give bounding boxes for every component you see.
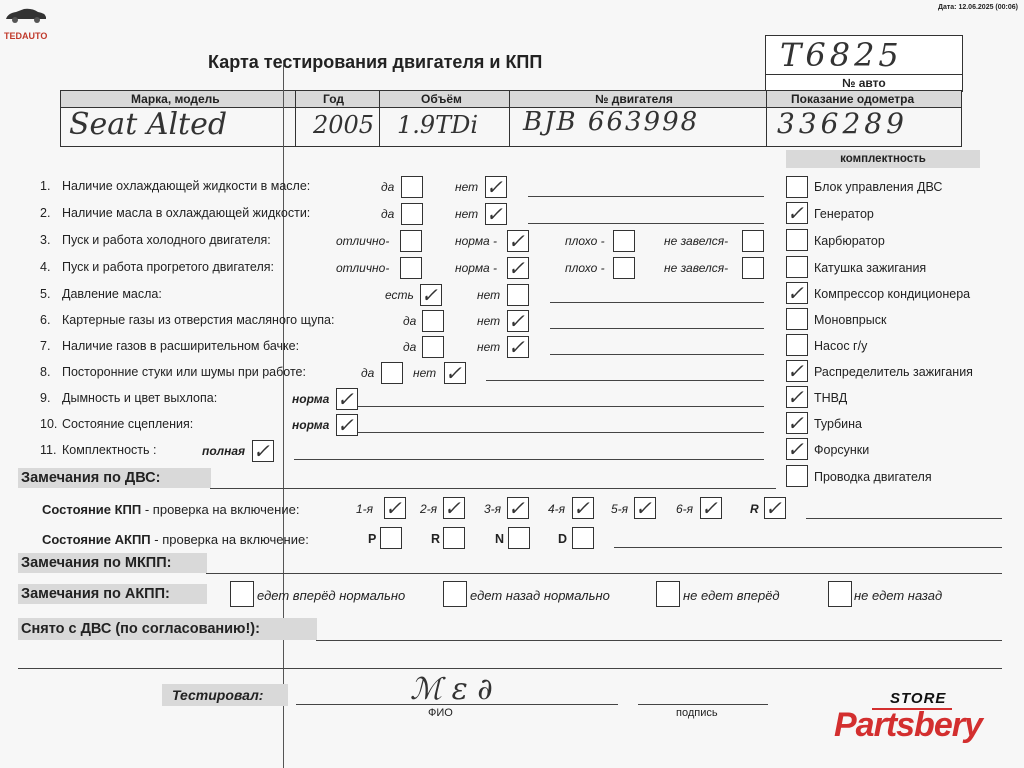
- comp-box-10[interactable]: [786, 412, 808, 434]
- col-make: Марка, модель: [131, 92, 220, 106]
- comp-box-2[interactable]: [786, 202, 808, 224]
- volume-value: 1.9TDi: [397, 111, 479, 139]
- akpp-opt-1: едет вперёд нормально: [257, 588, 406, 603]
- logo: [4, 6, 48, 41]
- tester-signature-scribble: ℳ ɛ ∂: [410, 672, 493, 707]
- row11-full-box[interactable]: [252, 440, 274, 462]
- row4-excellent-box[interactable]: [400, 257, 422, 279]
- gear-3-label: 3-я: [484, 502, 502, 516]
- row8-no: нет: [413, 366, 437, 380]
- check-mark-icon: ✓: [787, 201, 804, 225]
- row6-yes-box[interactable]: [422, 310, 444, 332]
- check-1-label: Наличие охлаждающей жидкости в масле:: [62, 179, 311, 193]
- akpp-opt-2-box[interactable]: [443, 581, 467, 607]
- comp-box-5[interactable]: [786, 282, 808, 304]
- car-number-value: T6825: [780, 36, 903, 74]
- comp-box-8[interactable]: [786, 360, 808, 382]
- row4-normal-box[interactable]: [507, 257, 529, 279]
- comp-item-8: Распределитель зажигания: [814, 365, 973, 379]
- tested-label: Тестировал:: [162, 684, 288, 706]
- akpp-notes-label: Замечания по АКПП:: [18, 584, 207, 604]
- comp-item-10: Турбина: [814, 417, 862, 431]
- engine-notes-label: Замечания по ДВС:: [18, 468, 211, 488]
- row1-notes-line: [528, 196, 764, 197]
- row1-yes-box[interactable]: [401, 176, 423, 198]
- brand-store: STORE: [890, 690, 947, 707]
- row3-excellent: отлично-: [336, 234, 390, 248]
- mkpp-notes-line: [206, 573, 1002, 574]
- row5-present-box[interactable]: [420, 284, 442, 306]
- gear-5-label: 5-я: [611, 502, 629, 516]
- col-engine-no: № двигателя: [595, 92, 673, 106]
- engine-no-value: BJB 663998: [523, 107, 700, 137]
- check-mark-icon: ✓: [508, 335, 525, 359]
- comp-box-4[interactable]: [786, 256, 808, 278]
- check-mark-icon: ✓: [635, 496, 652, 520]
- gear-4-label: 4-я: [548, 502, 566, 516]
- akpp-d-label: D: [558, 532, 568, 546]
- check-7-num: 7.: [40, 339, 51, 353]
- akpp-p-box[interactable]: [380, 527, 402, 549]
- check-6-num: 6.: [40, 313, 51, 327]
- odometer-value: 336289: [777, 107, 908, 140]
- logo-text: TEDAUTO: [4, 31, 48, 41]
- row1-no: нет: [455, 180, 479, 194]
- row7-yes: да: [403, 340, 417, 354]
- check-3-num: 3.: [40, 233, 51, 247]
- row8-no-box[interactable]: [444, 362, 466, 384]
- check-mark-icon: ✓: [508, 309, 525, 333]
- check-4-num: 4.: [40, 260, 51, 274]
- row4-nostart: не завелся-: [664, 261, 729, 275]
- row3-bad-box[interactable]: [613, 230, 635, 252]
- akpp-notes-line: [614, 547, 1002, 548]
- row2-yes: да: [381, 207, 395, 221]
- akpp-opt-3: не едет вперёд: [683, 588, 780, 603]
- akpp-p-label: P: [368, 532, 377, 546]
- car-number-label: № авто: [842, 76, 886, 90]
- gear-2-label: 2-я: [420, 502, 438, 516]
- check-6-label: Картерные газы из отверстия масляного щупа:: [62, 313, 335, 327]
- comp-box-12[interactable]: [786, 465, 808, 487]
- gear-6-label: 6-я: [676, 502, 694, 516]
- check-mark-icon: ✓: [445, 361, 462, 385]
- check-mark-icon: ✓: [508, 229, 525, 253]
- row11-notes-line: [294, 459, 764, 460]
- row5-no-box[interactable]: [507, 284, 529, 306]
- row4-bad: плохо -: [565, 261, 605, 275]
- mkpp-notes-label: Замечания по МКПП:: [18, 553, 207, 573]
- brand-partsbery: Partsbery: [834, 706, 982, 744]
- comp-item-2: Генератор: [814, 207, 874, 221]
- check-7-label: Наличие газов в расширительном бачке:: [62, 339, 300, 353]
- removed-line-2: [18, 668, 1002, 669]
- row2-yes-box[interactable]: [401, 203, 423, 225]
- check-mark-icon: ✓: [486, 202, 503, 226]
- check-mark-icon: ✓: [508, 496, 525, 520]
- comp-box-3[interactable]: [786, 229, 808, 251]
- row10-normal-box[interactable]: [336, 414, 358, 436]
- vehicle-table: [60, 90, 962, 147]
- col-odometer: Показание одометра: [791, 92, 915, 106]
- check-mark-icon: ✓: [385, 496, 402, 520]
- removed-label: Снято с ДВС (по согласованию!):: [18, 618, 317, 640]
- comp-item-3: Карбюратор: [814, 234, 885, 248]
- comp-item-1: Блок управления ДВС: [814, 180, 943, 194]
- comp-box-6[interactable]: [786, 308, 808, 330]
- row1-no-box[interactable]: [485, 176, 507, 198]
- check-4-label: Пуск и работа прогретого двигателя:: [62, 260, 274, 274]
- row3-normal: норма -: [455, 234, 498, 248]
- completeness-title: комплектность: [786, 150, 980, 168]
- fio-label: ФИО: [428, 707, 453, 719]
- check-mark-icon: ✓: [787, 359, 804, 383]
- row7-no-box[interactable]: [507, 336, 529, 358]
- comp-box-1[interactable]: [786, 176, 808, 198]
- row2-no: нет: [455, 207, 479, 221]
- row9-notes-line: [358, 406, 764, 407]
- akpp-r-box[interactable]: [443, 527, 465, 549]
- row6-no-box[interactable]: [507, 310, 529, 332]
- row10-notes-line: [358, 432, 764, 433]
- comp-item-5: Компрессор кондиционера: [814, 287, 971, 301]
- row3-normal-box[interactable]: [507, 230, 529, 252]
- kpp-state-title: Состояние КПП: [42, 502, 142, 517]
- gear-r-label: R: [750, 502, 759, 516]
- row5-no: нет: [477, 288, 501, 302]
- check-8-num: 8.: [40, 365, 51, 379]
- comp-box-11[interactable]: [786, 438, 808, 460]
- brand-logo: [832, 690, 1008, 750]
- check-mark-icon: ✓: [787, 385, 804, 409]
- check-mark-icon: ✓: [787, 437, 804, 461]
- removed-line: [316, 640, 1002, 641]
- akpp-d-box[interactable]: [572, 527, 594, 549]
- print-date: Дата: 12.06.2025 (00:06): [937, 4, 1018, 11]
- check-8-label: Посторонние стуки или шумы при работе:: [62, 365, 306, 379]
- check-mark-icon: ✓: [486, 175, 503, 199]
- kpp-state-label: [42, 502, 299, 517]
- row10-normal: норма: [292, 418, 330, 432]
- check-mark-icon: ✓: [444, 496, 461, 520]
- check-mark-icon: ✓: [508, 256, 525, 280]
- akpp-opt-2: едет назад нормально: [470, 588, 610, 603]
- row2-no-box[interactable]: [485, 203, 507, 225]
- gear-1-box[interactable]: [384, 497, 406, 519]
- akpp-state-rest: - проверка на включение:: [150, 532, 309, 547]
- check-mark-icon: ✓: [573, 496, 590, 520]
- check-mark-icon: ✓: [253, 439, 270, 463]
- comp-item-6: Моновпрыск: [814, 313, 887, 327]
- gear-6-box[interactable]: [700, 497, 722, 519]
- row3-excellent-box[interactable]: [400, 230, 422, 252]
- check-5-num: 5.: [40, 287, 51, 301]
- comp-box-9[interactable]: [786, 386, 808, 408]
- row3-nostart-box[interactable]: [742, 230, 764, 252]
- akpp-n-label: N: [495, 532, 505, 546]
- row3-bad: плохо -: [565, 234, 605, 248]
- row4-bad-box[interactable]: [613, 257, 635, 279]
- check-5-label: Давление масла:: [62, 287, 162, 301]
- gear-2-box[interactable]: [443, 497, 465, 519]
- signature-line: [638, 704, 768, 705]
- page-title: Карта тестирования двигателя и КПП: [208, 52, 543, 72]
- gear-3-box[interactable]: [507, 497, 529, 519]
- akpp-opt-1-box[interactable]: [230, 581, 254, 607]
- check-1-num: 1.: [40, 179, 51, 193]
- akpp-r-label: R: [431, 532, 441, 546]
- check-11-label: Комплектность :: [62, 443, 157, 457]
- gear-1-label: 1-я: [356, 502, 374, 516]
- row8-yes-box[interactable]: [381, 362, 403, 384]
- akpp-n-box[interactable]: [508, 527, 530, 549]
- row1-yes: да: [381, 180, 395, 194]
- row4-excellent: отлично-: [336, 261, 390, 275]
- kpp-state-rest: - проверка на включение:: [141, 502, 300, 517]
- car-logo-icon: [4, 6, 48, 24]
- comp-box-7[interactable]: [786, 334, 808, 356]
- col-volume: Объём: [421, 92, 462, 106]
- comp-item-11: Форсунки: [814, 443, 870, 457]
- row6-no: нет: [477, 314, 501, 328]
- akpp-opt-4-box[interactable]: [828, 581, 852, 607]
- row11-full: полная: [202, 444, 246, 458]
- comp-item-4: Катушка зажигания: [814, 261, 927, 275]
- check-9-num: 9.: [40, 391, 51, 405]
- akpp-state-label: [42, 532, 309, 547]
- check-mark-icon: ✓: [421, 283, 438, 307]
- check-mark-icon: ✓: [337, 387, 354, 411]
- fold-line: [283, 60, 284, 768]
- check-mark-icon: ✓: [337, 413, 354, 437]
- row5-present: есть: [385, 288, 414, 302]
- year-value: 2005: [313, 111, 375, 139]
- check-mark-icon: ✓: [787, 281, 804, 305]
- gear-5-box[interactable]: [634, 497, 656, 519]
- signature-label: подпись: [676, 707, 718, 719]
- row2-notes-line: [528, 223, 764, 224]
- car-number-box: [765, 35, 963, 92]
- row3-nostart: не завелся-: [664, 234, 729, 248]
- row9-normal-box[interactable]: [336, 388, 358, 410]
- row8-yes: да: [361, 366, 375, 380]
- comp-item-7: Насос г/у: [814, 339, 868, 353]
- comp-item-12: Проводка двигателя: [814, 470, 932, 484]
- row9-normal: норма: [292, 392, 330, 406]
- check-10-num: 10.: [40, 417, 58, 431]
- check-9-label: Дымность и цвет выхлопа:: [62, 391, 218, 405]
- check-3-label: Пуск и работа холодного двигателя:: [62, 233, 271, 247]
- col-year: Год: [323, 92, 344, 106]
- kpp-notes-line: [806, 518, 1002, 519]
- row7-yes-box[interactable]: [422, 336, 444, 358]
- comp-item-9: ТНВД: [814, 391, 848, 405]
- check-mark-icon: ✓: [787, 411, 804, 435]
- akpp-opt-3-box[interactable]: [656, 581, 680, 607]
- akpp-state-title: Состояние АКПП: [42, 532, 151, 547]
- row7-no: нет: [477, 340, 501, 354]
- check-2-num: 2.: [40, 206, 51, 220]
- row7-notes-line: [550, 354, 764, 355]
- row6-yes: да: [403, 314, 417, 328]
- row4-normal: норма -: [455, 261, 498, 275]
- check-mark-icon: ✓: [765, 496, 782, 520]
- akpp-opt-4: не едет назад: [854, 588, 943, 603]
- row5-notes-line: [550, 302, 764, 303]
- gear-r-box[interactable]: [764, 497, 786, 519]
- check-11-num: 11.: [40, 443, 57, 457]
- row6-notes-line: [550, 328, 764, 329]
- check-10-label: Состояние сцепления:: [62, 417, 194, 431]
- check-mark-icon: ✓: [701, 496, 718, 520]
- row8-notes-line: [486, 380, 764, 381]
- row4-nostart-box[interactable]: [742, 257, 764, 279]
- gear-4-box[interactable]: [572, 497, 594, 519]
- make-value: Seat Alted: [69, 107, 228, 142]
- engine-notes-line: [210, 488, 776, 489]
- check-2-label: Наличие масла в охлаждающей жидкости:: [62, 206, 311, 220]
